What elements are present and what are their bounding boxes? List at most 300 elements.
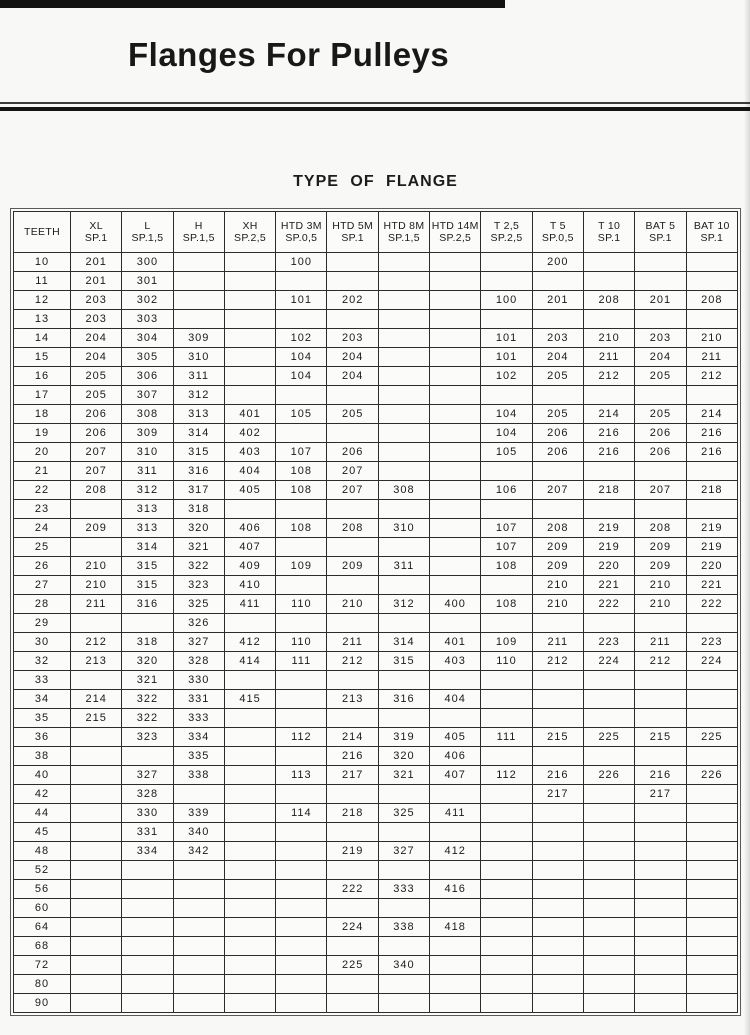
table-row bbox=[14, 329, 738, 348]
part-number-cell: 221 bbox=[686, 576, 737, 595]
part-number-cell bbox=[276, 500, 327, 519]
part-number-cell: 211 bbox=[686, 348, 737, 367]
part-number-cell: 206 bbox=[71, 424, 122, 443]
part-number-cell: 207 bbox=[71, 443, 122, 462]
part-number-cell bbox=[430, 500, 481, 519]
part-number-cell: 219 bbox=[686, 538, 737, 557]
part-number-cell bbox=[532, 823, 583, 842]
teeth-cell: 23 bbox=[14, 500, 71, 519]
part-number-cell bbox=[71, 823, 122, 842]
part-number-cell bbox=[224, 728, 275, 747]
part-number-cell bbox=[532, 500, 583, 519]
part-number-cell bbox=[635, 253, 686, 272]
part-number-cell bbox=[276, 842, 327, 861]
part-number-cell bbox=[224, 842, 275, 861]
part-number-cell bbox=[430, 329, 481, 348]
part-number-cell bbox=[378, 709, 429, 728]
part-number-cell: 203 bbox=[635, 329, 686, 348]
part-number-cell bbox=[378, 576, 429, 595]
part-number-cell bbox=[276, 861, 327, 880]
part-number-cell bbox=[532, 861, 583, 880]
part-number-cell bbox=[532, 690, 583, 709]
part-number-cell: 328 bbox=[173, 652, 224, 671]
table-row bbox=[14, 861, 738, 880]
part-number-cell bbox=[481, 956, 532, 975]
part-number-cell: 224 bbox=[686, 652, 737, 671]
part-number-cell bbox=[686, 253, 737, 272]
teeth-cell: 42 bbox=[14, 785, 71, 804]
part-number-cell bbox=[327, 994, 378, 1013]
part-number-cell: 331 bbox=[173, 690, 224, 709]
part-number-cell bbox=[686, 842, 737, 861]
part-number-cell bbox=[224, 766, 275, 785]
part-number-cell: 327 bbox=[122, 766, 173, 785]
part-number-cell: 208 bbox=[532, 519, 583, 538]
part-number-cell bbox=[686, 880, 737, 899]
table-row bbox=[14, 386, 738, 405]
part-number-cell bbox=[327, 709, 378, 728]
teeth-cell: 36 bbox=[14, 728, 71, 747]
part-number-cell: 315 bbox=[122, 557, 173, 576]
part-number-cell bbox=[583, 386, 634, 405]
part-number-cell bbox=[378, 994, 429, 1013]
part-number-cell: 108 bbox=[481, 595, 532, 614]
part-number-cell: 334 bbox=[173, 728, 224, 747]
part-number-cell bbox=[430, 386, 481, 405]
teeth-cell: 11 bbox=[14, 272, 71, 291]
part-number-cell bbox=[378, 785, 429, 804]
part-number-cell bbox=[635, 937, 686, 956]
table-row bbox=[14, 519, 738, 538]
part-number-cell: 219 bbox=[327, 842, 378, 861]
part-number-cell: 315 bbox=[173, 443, 224, 462]
part-number-cell bbox=[378, 329, 429, 348]
part-number-cell bbox=[122, 614, 173, 633]
part-number-cell: 416 bbox=[430, 880, 481, 899]
part-number-cell: 207 bbox=[71, 462, 122, 481]
part-number-cell: 320 bbox=[378, 747, 429, 766]
part-number-cell bbox=[378, 500, 429, 519]
part-number-cell: 206 bbox=[635, 443, 686, 462]
part-number-cell bbox=[71, 766, 122, 785]
part-number-cell: 406 bbox=[224, 519, 275, 538]
part-number-cell: 323 bbox=[122, 728, 173, 747]
part-number-cell: 315 bbox=[122, 576, 173, 595]
part-number-cell: 310 bbox=[122, 443, 173, 462]
part-number-cell bbox=[276, 671, 327, 690]
part-number-cell bbox=[224, 918, 275, 937]
part-number-cell bbox=[583, 785, 634, 804]
part-number-cell: 300 bbox=[122, 253, 173, 272]
part-number-cell bbox=[276, 709, 327, 728]
part-number-cell bbox=[686, 272, 737, 291]
part-number-cell bbox=[686, 671, 737, 690]
part-number-cell: 407 bbox=[224, 538, 275, 557]
teeth-cell: 27 bbox=[14, 576, 71, 595]
part-number-cell: 201 bbox=[635, 291, 686, 310]
part-number-cell bbox=[71, 614, 122, 633]
table-row bbox=[14, 842, 738, 861]
part-number-cell bbox=[430, 956, 481, 975]
part-number-cell: 405 bbox=[224, 481, 275, 500]
part-number-cell bbox=[635, 310, 686, 329]
column-header: HTD 8M SP.1,5 bbox=[378, 212, 429, 253]
teeth-cell: 52 bbox=[14, 861, 71, 880]
part-number-cell bbox=[481, 386, 532, 405]
part-number-cell: 331 bbox=[122, 823, 173, 842]
part-number-cell: 102 bbox=[481, 367, 532, 386]
table-row bbox=[14, 462, 738, 481]
part-number-cell: 215 bbox=[532, 728, 583, 747]
scan-top-bar bbox=[0, 0, 505, 8]
part-number-cell bbox=[532, 937, 583, 956]
part-number-cell: 219 bbox=[583, 519, 634, 538]
part-number-cell bbox=[532, 880, 583, 899]
part-number-cell bbox=[481, 994, 532, 1013]
part-number-cell: 412 bbox=[430, 842, 481, 861]
part-number-cell bbox=[532, 899, 583, 918]
part-number-cell: 204 bbox=[532, 348, 583, 367]
part-number-cell bbox=[122, 747, 173, 766]
teeth-cell: 72 bbox=[14, 956, 71, 975]
part-number-cell: 212 bbox=[71, 633, 122, 652]
part-number-cell bbox=[276, 690, 327, 709]
table-row bbox=[14, 272, 738, 291]
part-number-cell: 319 bbox=[378, 728, 429, 747]
part-number-cell: 212 bbox=[583, 367, 634, 386]
part-number-cell bbox=[327, 538, 378, 557]
teeth-cell: 60 bbox=[14, 899, 71, 918]
part-number-cell bbox=[276, 614, 327, 633]
part-number-cell bbox=[583, 956, 634, 975]
part-number-cell bbox=[327, 614, 378, 633]
part-number-cell bbox=[71, 956, 122, 975]
teeth-cell: 90 bbox=[14, 994, 71, 1013]
part-number-cell: 313 bbox=[173, 405, 224, 424]
part-number-cell bbox=[686, 823, 737, 842]
teeth-cell: 16 bbox=[14, 367, 71, 386]
part-number-cell bbox=[327, 823, 378, 842]
part-number-cell bbox=[583, 899, 634, 918]
part-number-cell bbox=[276, 975, 327, 994]
part-number-cell: 414 bbox=[224, 652, 275, 671]
part-number-cell bbox=[481, 918, 532, 937]
part-number-cell: 328 bbox=[122, 785, 173, 804]
teeth-cell: 45 bbox=[14, 823, 71, 842]
part-number-cell: 211 bbox=[583, 348, 634, 367]
part-number-cell: 210 bbox=[71, 576, 122, 595]
part-number-cell: 100 bbox=[276, 253, 327, 272]
part-number-cell: 404 bbox=[224, 462, 275, 481]
part-number-cell bbox=[71, 975, 122, 994]
part-number-cell bbox=[532, 975, 583, 994]
part-number-cell bbox=[481, 899, 532, 918]
part-number-cell bbox=[327, 576, 378, 595]
table-title: TYPE OF FLANGE bbox=[293, 173, 458, 190]
part-number-cell bbox=[122, 994, 173, 1013]
part-number-cell: 205 bbox=[71, 386, 122, 405]
part-number-cell bbox=[224, 348, 275, 367]
part-number-cell bbox=[583, 709, 634, 728]
part-number-cell bbox=[532, 994, 583, 1013]
part-number-cell: 317 bbox=[173, 481, 224, 500]
part-number-cell: 110 bbox=[481, 652, 532, 671]
part-number-cell: 107 bbox=[481, 519, 532, 538]
part-number-cell: 222 bbox=[583, 595, 634, 614]
part-number-cell bbox=[430, 405, 481, 424]
part-number-cell: 205 bbox=[532, 405, 583, 424]
part-number-cell bbox=[481, 614, 532, 633]
part-number-cell: 401 bbox=[224, 405, 275, 424]
part-number-cell: 211 bbox=[71, 595, 122, 614]
part-number-cell bbox=[635, 861, 686, 880]
column-header: TEETH bbox=[14, 212, 71, 253]
part-number-cell bbox=[224, 310, 275, 329]
part-number-cell bbox=[276, 823, 327, 842]
part-number-cell bbox=[635, 272, 686, 291]
part-number-cell: 330 bbox=[173, 671, 224, 690]
teeth-cell: 34 bbox=[14, 690, 71, 709]
part-number-cell: 212 bbox=[635, 652, 686, 671]
part-number-cell: 403 bbox=[224, 443, 275, 462]
part-number-cell: 325 bbox=[173, 595, 224, 614]
table-row bbox=[14, 310, 738, 329]
part-number-cell bbox=[481, 747, 532, 766]
table-row bbox=[14, 671, 738, 690]
table-row bbox=[14, 633, 738, 652]
teeth-cell: 68 bbox=[14, 937, 71, 956]
part-number-cell: 200 bbox=[532, 253, 583, 272]
part-number-cell bbox=[71, 728, 122, 747]
part-number-cell bbox=[635, 823, 686, 842]
part-number-cell: 338 bbox=[173, 766, 224, 785]
teeth-cell: 29 bbox=[14, 614, 71, 633]
part-number-cell: 309 bbox=[173, 329, 224, 348]
part-number-cell: 407 bbox=[430, 766, 481, 785]
teeth-cell: 40 bbox=[14, 766, 71, 785]
part-number-cell: 209 bbox=[532, 538, 583, 557]
part-number-cell bbox=[71, 804, 122, 823]
part-number-cell: 222 bbox=[686, 595, 737, 614]
part-number-cell bbox=[481, 576, 532, 595]
part-number-cell bbox=[71, 500, 122, 519]
part-number-cell: 211 bbox=[532, 633, 583, 652]
part-number-cell bbox=[635, 690, 686, 709]
part-number-cell: 402 bbox=[224, 424, 275, 443]
part-number-cell: 311 bbox=[122, 462, 173, 481]
part-number-cell bbox=[173, 994, 224, 1013]
part-number-cell: 321 bbox=[173, 538, 224, 557]
part-number-cell bbox=[430, 272, 481, 291]
part-number-cell: 404 bbox=[430, 690, 481, 709]
part-number-cell: 409 bbox=[224, 557, 275, 576]
part-number-cell: 406 bbox=[430, 747, 481, 766]
teeth-cell: 21 bbox=[14, 462, 71, 481]
part-number-cell bbox=[327, 424, 378, 443]
part-number-cell bbox=[686, 956, 737, 975]
part-number-cell: 223 bbox=[583, 633, 634, 652]
part-number-cell: 216 bbox=[686, 424, 737, 443]
column-header: XL SP.1 bbox=[71, 212, 122, 253]
part-number-cell: 111 bbox=[276, 652, 327, 671]
part-number-cell bbox=[583, 861, 634, 880]
part-number-cell bbox=[327, 937, 378, 956]
part-number-cell bbox=[430, 823, 481, 842]
part-number-cell bbox=[173, 880, 224, 899]
teeth-cell: 12 bbox=[14, 291, 71, 310]
part-number-cell: 108 bbox=[481, 557, 532, 576]
part-number-cell bbox=[583, 918, 634, 937]
part-number-cell bbox=[635, 918, 686, 937]
part-number-cell bbox=[635, 899, 686, 918]
part-number-cell bbox=[686, 386, 737, 405]
part-number-cell: 312 bbox=[122, 481, 173, 500]
teeth-cell: 38 bbox=[14, 747, 71, 766]
part-number-cell: 318 bbox=[122, 633, 173, 652]
teeth-cell: 17 bbox=[14, 386, 71, 405]
part-number-cell bbox=[583, 614, 634, 633]
part-number-cell: 206 bbox=[71, 405, 122, 424]
part-number-cell bbox=[430, 709, 481, 728]
part-number-cell bbox=[224, 823, 275, 842]
part-number-cell: 210 bbox=[686, 329, 737, 348]
part-number-cell bbox=[635, 747, 686, 766]
part-number-cell: 112 bbox=[481, 766, 532, 785]
part-number-cell: 209 bbox=[532, 557, 583, 576]
part-number-cell bbox=[635, 956, 686, 975]
part-number-cell: 310 bbox=[173, 348, 224, 367]
part-number-cell bbox=[378, 861, 429, 880]
table-row bbox=[14, 937, 738, 956]
part-number-cell bbox=[378, 367, 429, 386]
part-number-cell: 205 bbox=[532, 367, 583, 386]
table-row bbox=[14, 348, 738, 367]
part-number-cell: 322 bbox=[122, 690, 173, 709]
part-number-cell bbox=[686, 994, 737, 1013]
part-number-cell bbox=[430, 367, 481, 386]
part-number-cell bbox=[71, 899, 122, 918]
part-number-cell bbox=[122, 975, 173, 994]
part-number-cell bbox=[378, 538, 429, 557]
part-number-cell bbox=[686, 690, 737, 709]
table-row bbox=[14, 728, 738, 747]
part-number-cell: 225 bbox=[583, 728, 634, 747]
part-number-cell bbox=[583, 994, 634, 1013]
part-number-cell: 308 bbox=[122, 405, 173, 424]
part-number-cell bbox=[481, 937, 532, 956]
part-number-cell: 313 bbox=[122, 519, 173, 538]
part-number-cell bbox=[481, 500, 532, 519]
part-number-cell: 109 bbox=[276, 557, 327, 576]
column-header: BAT 10 SP.1 bbox=[686, 212, 737, 253]
part-number-cell: 201 bbox=[71, 253, 122, 272]
table-row bbox=[14, 538, 738, 557]
part-number-cell: 333 bbox=[173, 709, 224, 728]
part-number-cell: 333 bbox=[378, 880, 429, 899]
table-row bbox=[14, 481, 738, 500]
part-number-cell: 215 bbox=[635, 728, 686, 747]
part-number-cell: 304 bbox=[122, 329, 173, 348]
part-number-cell bbox=[122, 899, 173, 918]
column-header: BAT 5 SP.1 bbox=[635, 212, 686, 253]
part-number-cell bbox=[276, 785, 327, 804]
part-number-cell bbox=[224, 272, 275, 291]
teeth-cell: 56 bbox=[14, 880, 71, 899]
part-number-cell: 206 bbox=[327, 443, 378, 462]
part-number-cell: 205 bbox=[71, 367, 122, 386]
part-number-cell bbox=[635, 500, 686, 519]
part-number-cell bbox=[276, 310, 327, 329]
part-number-cell: 312 bbox=[378, 595, 429, 614]
part-number-cell: 210 bbox=[327, 595, 378, 614]
part-number-cell: 105 bbox=[276, 405, 327, 424]
part-number-cell bbox=[686, 918, 737, 937]
part-number-cell: 104 bbox=[276, 348, 327, 367]
part-number-cell bbox=[378, 975, 429, 994]
teeth-cell: 80 bbox=[14, 975, 71, 994]
part-number-cell: 205 bbox=[327, 405, 378, 424]
table-row bbox=[14, 766, 738, 785]
part-number-cell bbox=[430, 557, 481, 576]
part-number-cell: 104 bbox=[481, 405, 532, 424]
part-number-cell: 220 bbox=[583, 557, 634, 576]
part-number-cell: 110 bbox=[276, 595, 327, 614]
table-row bbox=[14, 899, 738, 918]
part-number-cell bbox=[481, 272, 532, 291]
part-number-cell: 207 bbox=[532, 481, 583, 500]
teeth-cell: 25 bbox=[14, 538, 71, 557]
part-number-cell bbox=[430, 975, 481, 994]
part-number-cell: 312 bbox=[173, 386, 224, 405]
part-number-cell bbox=[173, 861, 224, 880]
part-number-cell: 302 bbox=[122, 291, 173, 310]
part-number-cell: 321 bbox=[378, 766, 429, 785]
part-number-cell bbox=[430, 614, 481, 633]
part-number-cell bbox=[481, 690, 532, 709]
part-number-cell bbox=[430, 253, 481, 272]
part-number-cell bbox=[481, 671, 532, 690]
table-row bbox=[14, 975, 738, 994]
part-number-cell bbox=[635, 462, 686, 481]
part-number-cell: 209 bbox=[635, 538, 686, 557]
part-number-cell bbox=[224, 994, 275, 1013]
part-number-cell: 213 bbox=[71, 652, 122, 671]
part-number-cell: 225 bbox=[327, 956, 378, 975]
part-number-cell bbox=[481, 804, 532, 823]
table-row bbox=[14, 424, 738, 443]
part-number-cell bbox=[71, 880, 122, 899]
table-row bbox=[14, 614, 738, 633]
part-number-cell: 221 bbox=[583, 576, 634, 595]
part-number-cell: 219 bbox=[583, 538, 634, 557]
part-number-cell: 203 bbox=[327, 329, 378, 348]
part-number-cell bbox=[224, 671, 275, 690]
part-number-cell: 330 bbox=[122, 804, 173, 823]
table-row bbox=[14, 367, 738, 386]
part-number-cell bbox=[173, 272, 224, 291]
part-number-cell: 210 bbox=[583, 329, 634, 348]
part-number-cell: 219 bbox=[686, 519, 737, 538]
part-number-cell: 107 bbox=[481, 538, 532, 557]
part-number-cell bbox=[122, 937, 173, 956]
part-number-cell: 210 bbox=[635, 595, 686, 614]
part-number-cell: 214 bbox=[686, 405, 737, 424]
part-number-cell bbox=[71, 785, 122, 804]
column-header: HTD 14M SP.2,5 bbox=[430, 212, 481, 253]
part-number-cell bbox=[430, 576, 481, 595]
flange-table bbox=[13, 211, 738, 1013]
part-number-cell bbox=[481, 975, 532, 994]
